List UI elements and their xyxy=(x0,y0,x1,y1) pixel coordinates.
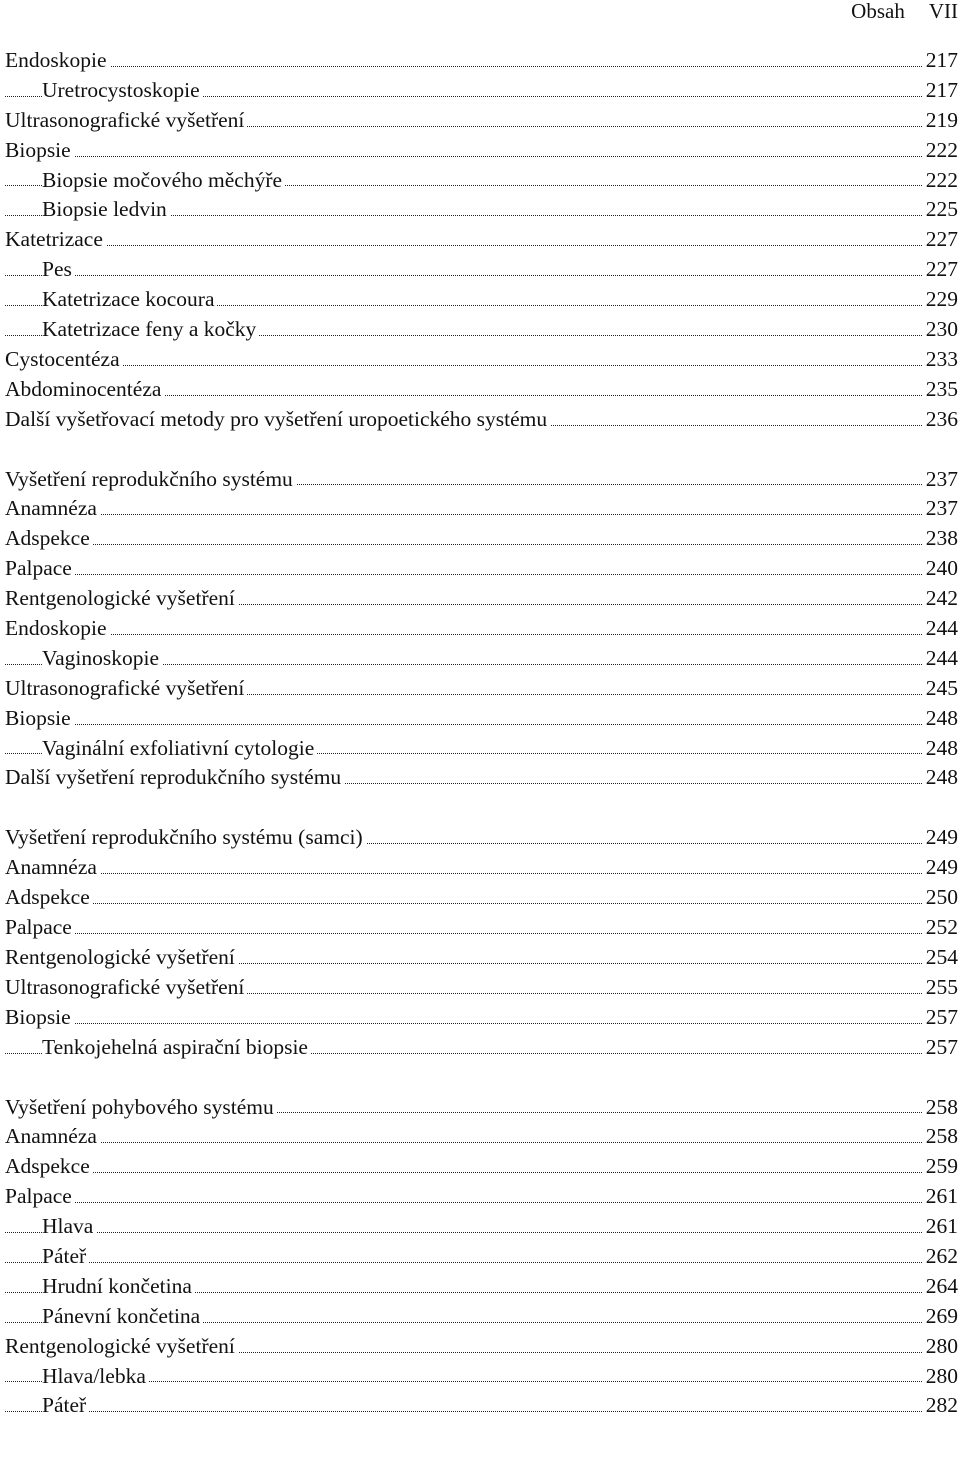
toc-subentry xyxy=(5,734,958,764)
entry-page-number: 248 xyxy=(923,763,958,793)
dot-leader xyxy=(5,933,958,934)
entry-title: Páteř xyxy=(42,1393,89,1417)
entry-title: Adspekce xyxy=(5,1154,93,1178)
entry-page-number: 236 xyxy=(923,405,958,435)
entry-page-number: 282 xyxy=(923,1391,958,1421)
toc-entry xyxy=(5,465,958,495)
entry-page-number: 249 xyxy=(923,823,958,853)
entry-page-number: 248 xyxy=(923,704,958,734)
running-head xyxy=(851,0,958,26)
entry-title: Vyšetření pohybového systému xyxy=(5,1095,277,1119)
entry-title: Biopsie xyxy=(5,706,74,730)
entry-page-number: 264 xyxy=(923,1272,958,1302)
entry-page-number: 240 xyxy=(923,554,958,584)
entry-page-number: 258 xyxy=(923,1122,958,1152)
toc-entry xyxy=(5,345,958,375)
toc-entry xyxy=(5,584,958,614)
entry-page-number: 222 xyxy=(923,136,958,166)
entry-page-number: 249 xyxy=(923,853,958,883)
entry-title: Páteř xyxy=(42,1244,89,1268)
dot-leader xyxy=(5,66,958,67)
toc-subentry xyxy=(5,1362,958,1392)
entry-title: Abdominocentéza xyxy=(5,377,164,401)
toc-entry xyxy=(5,943,958,973)
entry-page-number: 217 xyxy=(923,76,958,106)
dot-leader xyxy=(5,574,958,575)
entry-title: Adspekce xyxy=(5,885,93,909)
toc-subentry xyxy=(5,315,958,345)
entry-title: Tenkojehelná aspirační biopsie xyxy=(42,1035,311,1059)
entry-title: Ultrasonografické vyšetření xyxy=(5,975,247,999)
entry-page-number: 225 xyxy=(923,195,958,225)
toc-section xyxy=(5,46,958,435)
entry-title: Hlava xyxy=(42,1214,96,1238)
dot-leader xyxy=(5,514,958,515)
entry-title: Katetrizace feny a kočky xyxy=(42,317,259,341)
entry-page-number: 257 xyxy=(923,1003,958,1033)
entry-title: Adspekce xyxy=(5,526,93,550)
entry-title: Pes xyxy=(42,257,75,281)
toc-entry xyxy=(5,763,958,793)
dot-leader xyxy=(5,245,958,246)
toc-subentry xyxy=(5,195,958,225)
entry-title: Uretrocystoskopie xyxy=(42,78,203,102)
entry-page-number: 229 xyxy=(923,285,958,315)
toc-entry xyxy=(5,524,958,554)
running-head-page-number: VII xyxy=(928,0,958,23)
entry-title: Cystocentéza xyxy=(5,347,123,371)
toc-entry xyxy=(5,973,958,1003)
entry-page-number: 238 xyxy=(923,524,958,554)
toc-section xyxy=(5,465,958,794)
entry-title: Rentgenologické vyšetření xyxy=(5,1334,238,1358)
toc-entry xyxy=(5,554,958,584)
toc-entry xyxy=(5,704,958,734)
toc-subentry xyxy=(5,1033,958,1063)
toc-subentry xyxy=(5,76,958,106)
toc-entry xyxy=(5,46,958,76)
dot-leader xyxy=(5,544,958,545)
toc-entry xyxy=(5,1093,958,1123)
toc-subentry xyxy=(5,1242,958,1272)
toc-section xyxy=(5,823,958,1062)
toc-entry xyxy=(5,405,958,435)
entry-title: Rentgenologické vyšetření xyxy=(5,945,238,969)
entry-page-number: 254 xyxy=(923,943,958,973)
entry-page-number: 269 xyxy=(923,1302,958,1332)
entry-page-number: 235 xyxy=(923,375,958,405)
entry-title: Katetrizace xyxy=(5,227,106,251)
entry-title: Palpace xyxy=(5,556,75,580)
entry-page-number: 222 xyxy=(923,166,958,196)
dot-leader xyxy=(5,1172,958,1173)
entry-title: Další vyšetřovací metody pro vyšetření uropoetického systému xyxy=(5,407,550,431)
entry-title: Palpace xyxy=(5,1184,75,1208)
toc-subentry xyxy=(5,1212,958,1242)
entry-page-number: 255 xyxy=(923,973,958,1003)
entry-title: Vaginální exfoliativní cytologie xyxy=(42,736,317,760)
entry-title: Vyšetření reprodukčního systému xyxy=(5,467,296,491)
toc-subentry xyxy=(5,1302,958,1332)
entry-title: Rentgenologické vyšetření xyxy=(5,586,238,610)
toc-entry xyxy=(5,1003,958,1033)
entry-title: Další vyšetření reprodukčního systému xyxy=(5,765,344,789)
toc-entry xyxy=(5,1122,958,1152)
table-of-contents xyxy=(5,46,958,1421)
toc-subentry xyxy=(5,166,958,196)
toc-entry xyxy=(5,913,958,943)
entry-page-number: 257 xyxy=(923,1033,958,1063)
toc-section xyxy=(5,1093,958,1422)
dot-leader xyxy=(5,873,958,874)
entry-page-number: 261 xyxy=(923,1182,958,1212)
entry-page-number: 227 xyxy=(923,255,958,285)
toc-entry xyxy=(5,375,958,405)
entry-title: Anamnéza xyxy=(5,855,100,879)
dot-leader xyxy=(5,1023,958,1024)
entry-page-number: 252 xyxy=(923,913,958,943)
toc-subentry xyxy=(5,1272,958,1302)
dot-leader xyxy=(5,634,958,635)
entry-page-number: 244 xyxy=(923,644,958,674)
dot-leader xyxy=(5,724,958,725)
entry-page-number: 280 xyxy=(923,1362,958,1392)
dot-leader xyxy=(5,365,958,366)
toc-entry xyxy=(5,883,958,913)
entry-title: Katetrizace kocoura xyxy=(42,287,217,311)
toc-entry xyxy=(5,823,958,853)
entry-page-number: 250 xyxy=(923,883,958,913)
toc-entry xyxy=(5,614,958,644)
entry-title: Anamnéza xyxy=(5,1124,100,1148)
entry-title: Biopsie xyxy=(5,138,74,162)
toc-entry xyxy=(5,494,958,524)
toc-entry xyxy=(5,1182,958,1212)
toc-subentry xyxy=(5,255,958,285)
toc-entry xyxy=(5,674,958,704)
entry-page-number: 233 xyxy=(923,345,958,375)
dot-leader xyxy=(5,1411,958,1412)
dot-leader xyxy=(5,1142,958,1143)
entry-page-number: 259 xyxy=(923,1152,958,1182)
entry-title: Biopsie močového měchýře xyxy=(42,168,285,192)
toc-entry xyxy=(5,106,958,136)
toc-entry xyxy=(5,1152,958,1182)
entry-title: Pánevní končetina xyxy=(42,1304,203,1328)
entry-page-number: 262 xyxy=(923,1242,958,1272)
entry-page-number: 280 xyxy=(923,1332,958,1362)
entry-page-number: 219 xyxy=(923,106,958,136)
dot-leader xyxy=(5,1202,958,1203)
entry-page-number: 230 xyxy=(923,315,958,345)
entry-title: Vyšetření reprodukčního systému (samci) xyxy=(5,825,366,849)
dot-leader xyxy=(5,275,958,276)
entry-title: Vaginoskopie xyxy=(42,646,162,670)
entry-title: Hlava/lebka xyxy=(42,1364,149,1388)
entry-title: Palpace xyxy=(5,915,75,939)
dot-leader xyxy=(5,156,958,157)
toc-entry xyxy=(5,225,958,255)
entry-title: Endoskopie xyxy=(5,616,110,640)
entry-page-number: 242 xyxy=(923,584,958,614)
entry-title: Biopsie xyxy=(5,1005,74,1029)
toc-entry xyxy=(5,853,958,883)
entry-title: Endoskopie xyxy=(5,48,110,72)
entry-page-number: 227 xyxy=(923,225,958,255)
entry-title: Ultrasonografické vyšetření xyxy=(5,108,247,132)
entry-page-number: 237 xyxy=(923,494,958,524)
entry-title: Anamnéza xyxy=(5,496,100,520)
toc-entry xyxy=(5,1332,958,1362)
dot-leader xyxy=(5,1262,958,1263)
toc-subentry xyxy=(5,285,958,315)
entry-title: Biopsie ledvin xyxy=(42,197,170,221)
entry-title: Ultrasonografické vyšetření xyxy=(5,676,247,700)
entry-page-number: 244 xyxy=(923,614,958,644)
dot-leader xyxy=(5,1232,958,1233)
toc-entry xyxy=(5,136,958,166)
entry-page-number: 261 xyxy=(923,1212,958,1242)
toc-subentry xyxy=(5,1391,958,1421)
entry-title: Hrudní končetina xyxy=(42,1274,195,1298)
running-head-label: Obsah xyxy=(851,0,905,23)
entry-page-number: 258 xyxy=(923,1093,958,1123)
entry-page-number: 245 xyxy=(923,674,958,704)
entry-page-number: 248 xyxy=(923,734,958,764)
toc-subentry xyxy=(5,644,958,674)
entry-page-number: 237 xyxy=(923,465,958,495)
dot-leader xyxy=(5,903,958,904)
entry-page-number: 217 xyxy=(923,46,958,76)
